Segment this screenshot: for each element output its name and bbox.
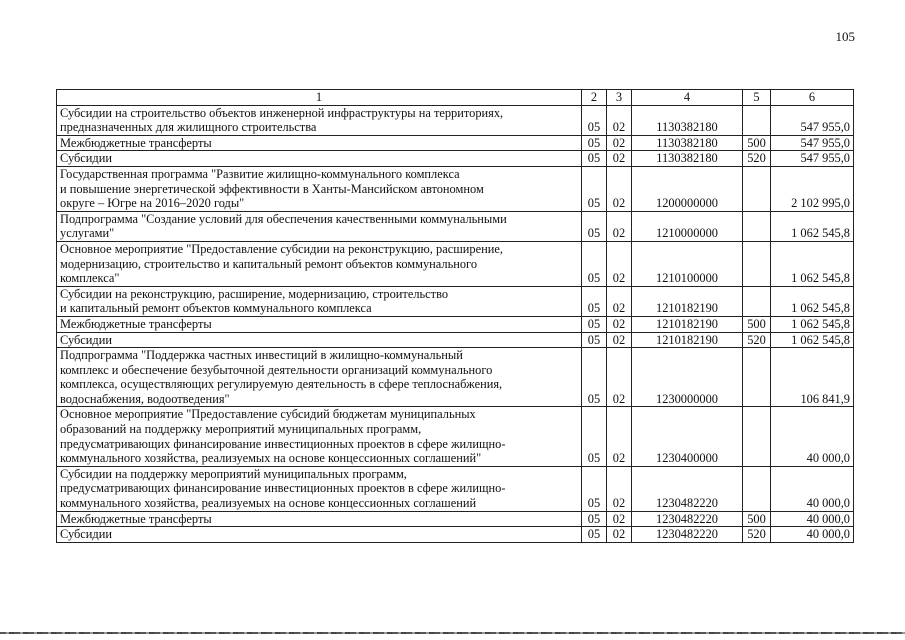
cell-section: 05	[582, 105, 607, 135]
cell-name: Межбюджетные трансферты	[57, 316, 582, 332]
cell-name: Субсидии	[57, 151, 582, 167]
cell-section: 05	[582, 407, 607, 466]
cell-target-article: 1230000000	[632, 348, 743, 407]
cell-amount: 547 955,0	[771, 105, 854, 135]
table-row	[57, 466, 854, 511]
cell-name: Субсидии на поддержку мероприятий муниципальных программ, предусматривающих финансирование инвестиционных проектов в сфере жилищно- коммунального хозяйства, реализуемых на основе концессионных соглашений	[57, 466, 582, 511]
cell-name: Межбюджетные трансферты	[57, 511, 582, 527]
cell-subsection: 02	[607, 135, 632, 151]
cell-amount: 547 955,0	[771, 135, 854, 151]
cell-name: Субсидии на реконструкцию, расширение, модернизацию, строительство и капитальный ремонт объектов коммунального комплекса	[57, 286, 582, 316]
cell-amount: 1 062 545,8	[771, 241, 854, 286]
table-row	[57, 332, 854, 348]
cell-expense-type: 520	[743, 151, 771, 167]
cell-amount: 547 955,0	[771, 151, 854, 167]
cell-target-article: 1210182190	[632, 286, 743, 316]
cell-amount: 2 102 995,0	[771, 166, 854, 211]
table-body	[57, 105, 854, 542]
cell-name: Основное мероприятие "Предоставление субсидий бюджетам муниципальных образований на поддержку мероприятий муниципальных программ, предусматривающих финансирование инвестиционных проектов в сфере жилищно- коммунального хозяйства, реализуемых на основе концессионных соглашений"	[57, 407, 582, 466]
cell-subsection: 02	[607, 332, 632, 348]
cell-subsection: 02	[607, 241, 632, 286]
header-col-2: 2	[582, 90, 607, 106]
cell-name: Основное мероприятие "Предоставление субсидии на реконструкцию, расширение, модернизацию, строительство и капитальный ремонт объектов коммунального комплекса"	[57, 241, 582, 286]
cell-expense-type: 500	[743, 316, 771, 332]
budget-table	[56, 89, 854, 543]
cell-expense-type: 520	[743, 332, 771, 348]
header-col-5: 5	[743, 90, 771, 106]
cell-target-article: 1210182190	[632, 316, 743, 332]
cell-section: 05	[582, 316, 607, 332]
cell-expense-type	[743, 211, 771, 241]
cell-subsection: 02	[607, 166, 632, 211]
cell-amount: 40 000,0	[771, 466, 854, 511]
cell-amount: 40 000,0	[771, 511, 854, 527]
header-col-1: 1	[57, 90, 582, 106]
table-row	[57, 527, 854, 543]
cell-subsection: 02	[607, 316, 632, 332]
header-col-4: 4	[632, 90, 743, 106]
cell-name: Субсидии на строительство объектов инженерной инфраструктуры на территориях, предназначенных для жилищного строительства	[57, 105, 582, 135]
cell-section: 05	[582, 151, 607, 167]
cell-target-article: 1130382180	[632, 135, 743, 151]
cell-section: 05	[582, 348, 607, 407]
cell-target-article: 1230482220	[632, 511, 743, 527]
cell-section: 05	[582, 135, 607, 151]
table-row	[57, 316, 854, 332]
cell-name: Субсидии	[57, 332, 582, 348]
table-row	[57, 511, 854, 527]
cell-expense-type: 500	[743, 511, 771, 527]
cell-target-article: 1210182190	[632, 332, 743, 348]
cell-subsection: 02	[607, 151, 632, 167]
cell-amount: 1 062 545,8	[771, 332, 854, 348]
cell-section: 05	[582, 466, 607, 511]
table-row	[57, 241, 854, 286]
cell-amount: 1 062 545,8	[771, 211, 854, 241]
table-row	[57, 166, 854, 211]
cell-subsection: 02	[607, 527, 632, 543]
cell-subsection: 02	[607, 286, 632, 316]
table-row	[57, 348, 854, 407]
cell-amount: 40 000,0	[771, 527, 854, 543]
cell-section: 05	[582, 286, 607, 316]
cell-section: 05	[582, 332, 607, 348]
cell-subsection: 02	[607, 466, 632, 511]
header-col-6: 6	[771, 90, 854, 106]
cell-expense-type	[743, 407, 771, 466]
cell-expense-type	[743, 166, 771, 211]
table-row	[57, 105, 854, 135]
cell-section: 05	[582, 527, 607, 543]
cell-target-article: 1210100000	[632, 241, 743, 286]
cell-target-article: 1200000000	[632, 166, 743, 211]
header-col-3: 3	[607, 90, 632, 106]
cell-target-article: 1230400000	[632, 407, 743, 466]
cell-target-article: 1130382180	[632, 105, 743, 135]
table-row	[57, 135, 854, 151]
cell-amount: 1 062 545,8	[771, 316, 854, 332]
cell-section: 05	[582, 211, 607, 241]
cell-amount: 106 841,9	[771, 348, 854, 407]
cell-subsection: 02	[607, 105, 632, 135]
cell-name: Субсидии	[57, 527, 582, 543]
cell-name: Подпрограмма "Поддержка частных инвестиций в жилищно-коммунальный комплекс и обеспечение безубыточной деятельности организаций коммунального комплекса, осуществляющих регулируемую деятельность в сфере теплоснабжения, водоснабжения, водоотведения"	[57, 348, 582, 407]
table-row	[57, 407, 854, 466]
table-row	[57, 151, 854, 167]
cell-expense-type	[743, 286, 771, 316]
cell-name: Межбюджетные трансферты	[57, 135, 582, 151]
cell-subsection: 02	[607, 348, 632, 407]
cell-target-article: 1210000000	[632, 211, 743, 241]
table-header-row	[57, 90, 854, 106]
cell-subsection: 02	[607, 407, 632, 466]
table-row	[57, 286, 854, 316]
page-number: 105	[835, 29, 855, 44]
cell-subsection: 02	[607, 511, 632, 527]
cell-expense-type: 520	[743, 527, 771, 543]
cell-target-article: 1230482220	[632, 527, 743, 543]
cell-subsection: 02	[607, 211, 632, 241]
cell-name: Подпрограмма "Создание условий для обеспечения качественными коммунальными услугами"	[57, 211, 582, 241]
cell-target-article: 1230482220	[632, 466, 743, 511]
cell-expense-type: 500	[743, 135, 771, 151]
table-row	[57, 211, 854, 241]
cell-expense-type	[743, 105, 771, 135]
cell-target-article: 1130382180	[632, 151, 743, 167]
cell-section: 05	[582, 511, 607, 527]
scan-edge-line	[0, 632, 905, 634]
cell-expense-type	[743, 348, 771, 407]
cell-name: Государственная программа "Развитие жилищно-коммунального комплекса и повышение энергетической эффективности в Ханты-Мансийском автономном округе – Югре на 2016–2020 годы"	[57, 166, 582, 211]
cell-expense-type	[743, 241, 771, 286]
cell-section: 05	[582, 241, 607, 286]
cell-amount: 1 062 545,8	[771, 286, 854, 316]
cell-expense-type	[743, 466, 771, 511]
cell-section: 05	[582, 166, 607, 211]
cell-amount: 40 000,0	[771, 407, 854, 466]
